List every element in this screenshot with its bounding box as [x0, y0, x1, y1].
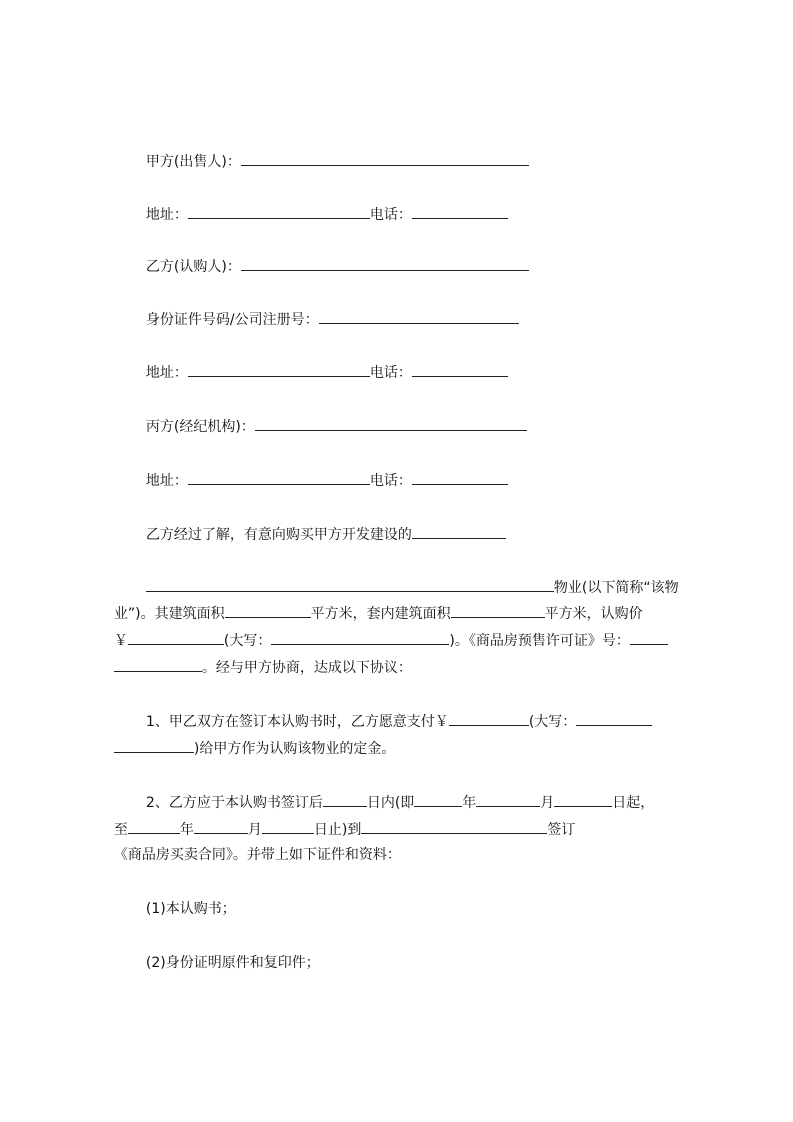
clause-2-text-2b: 年 [179, 822, 194, 838]
phone-c-blank[interactable] [412, 470, 508, 485]
clause-2-text-2c: 月 [247, 822, 262, 838]
clause-1-text-2: )给甲方作为认购该物业的定金。 [193, 741, 396, 757]
intro-line-3 [105, 583, 643, 622]
clause-2-line-1 [137, 772, 655, 811]
intro-text-3a: 业”)。其建筑面积 [113, 606, 225, 622]
item-2-text: (2)身份证明原件和复印件； [145, 955, 320, 971]
address-a-blank[interactable] [188, 204, 370, 219]
address-a-line [137, 184, 508, 223]
intro-text-4c: )。《商品房预售许可证》号： [449, 633, 630, 649]
address-b-line [137, 342, 508, 381]
party-c-label: 丙方(经纪机构)： [145, 419, 255, 435]
clause-1-text-1a: 1、甲乙双方在签订本认购书时，乙方愿意支付￥ [145, 714, 449, 730]
clause-2-line-3 [105, 825, 401, 863]
party-b-blank[interactable] [241, 256, 529, 271]
intro-text-2: 物业(以下简称“该物 [553, 580, 679, 596]
deposit-blank[interactable] [449, 711, 529, 726]
clause-2-text-3: 《商品房买卖合同》。并带上如下证件和资料： [113, 847, 401, 863]
intro-text-1: 乙方经过了解，有意向购买甲方开发建设的 [145, 527, 412, 543]
phone-c-label: 电话： [369, 473, 412, 489]
party-c-line [137, 396, 527, 435]
party-a-blank[interactable] [241, 151, 529, 166]
clause-2-text-2a: 至 [113, 822, 128, 838]
address-c-line [137, 450, 508, 489]
address-b-label: 地址： [145, 365, 188, 381]
permit-number-blank[interactable] [630, 630, 668, 645]
intro-text-3c: 平方米，认购价 [544, 606, 643, 622]
clause-2-text-1b: 日内(即 [366, 795, 415, 811]
deposit-words-blank-2[interactable] [114, 738, 194, 753]
clause-2-text-2d: 日止)到 [313, 822, 362, 838]
intro-text-4a: ￥ [113, 633, 128, 649]
party-a-label: 甲方(出售人)： [145, 154, 241, 170]
clause-2-text-1d: 月 [540, 795, 555, 811]
intro-line-5 [105, 637, 412, 676]
phone-b-label: 电话： [369, 365, 412, 381]
address-c-label: 地址： [145, 473, 188, 489]
permit-number-blank-2[interactable] [114, 657, 202, 672]
intro-text-3b: 平方米，套内建筑面积 [310, 606, 451, 622]
clause-2-text-2e: 签订 [547, 822, 576, 838]
deposit-words-blank[interactable] [576, 711, 652, 726]
intro-line-1 [137, 504, 506, 543]
party-c-blank[interactable] [255, 416, 527, 431]
clause-1-text-1b: (大写： [528, 714, 577, 730]
intro-text-4b: (大写： [223, 633, 272, 649]
clause-2-line-2 [105, 799, 576, 838]
item-1 [137, 879, 236, 917]
party-a-line [137, 131, 529, 170]
item-2 [137, 933, 320, 971]
project-name-blank[interactable] [412, 524, 506, 539]
phone-a-label: 电话： [369, 207, 412, 223]
party-b-label: 乙方(认购人)： [145, 259, 241, 275]
id-number-line [137, 289, 519, 328]
clause-1-line-2 [105, 718, 396, 757]
intro-text-5: 。经与甲方协商，达成以下协议： [201, 660, 412, 676]
intro-line-4 [105, 610, 668, 649]
phone-a-blank[interactable] [412, 204, 508, 219]
item-1-text: (1)本认购书； [145, 901, 236, 917]
id-number-label: 身份证件号码/公司注册号： [145, 312, 319, 328]
clause-2-text-1a: 2、乙方应于本认购书签订后 [145, 795, 323, 811]
clause-2-text-1c: 年 [462, 795, 477, 811]
phone-b-blank[interactable] [412, 362, 508, 377]
clause-1-line-1 [137, 691, 652, 730]
party-b-line [137, 236, 529, 275]
address-b-blank[interactable] [188, 362, 370, 377]
intro-line-2 [137, 557, 679, 596]
id-number-blank[interactable] [319, 309, 519, 324]
clause-2-text-1e: 日起， [612, 795, 655, 811]
address-c-blank[interactable] [188, 470, 370, 485]
address-a-label: 地址： [145, 207, 188, 223]
